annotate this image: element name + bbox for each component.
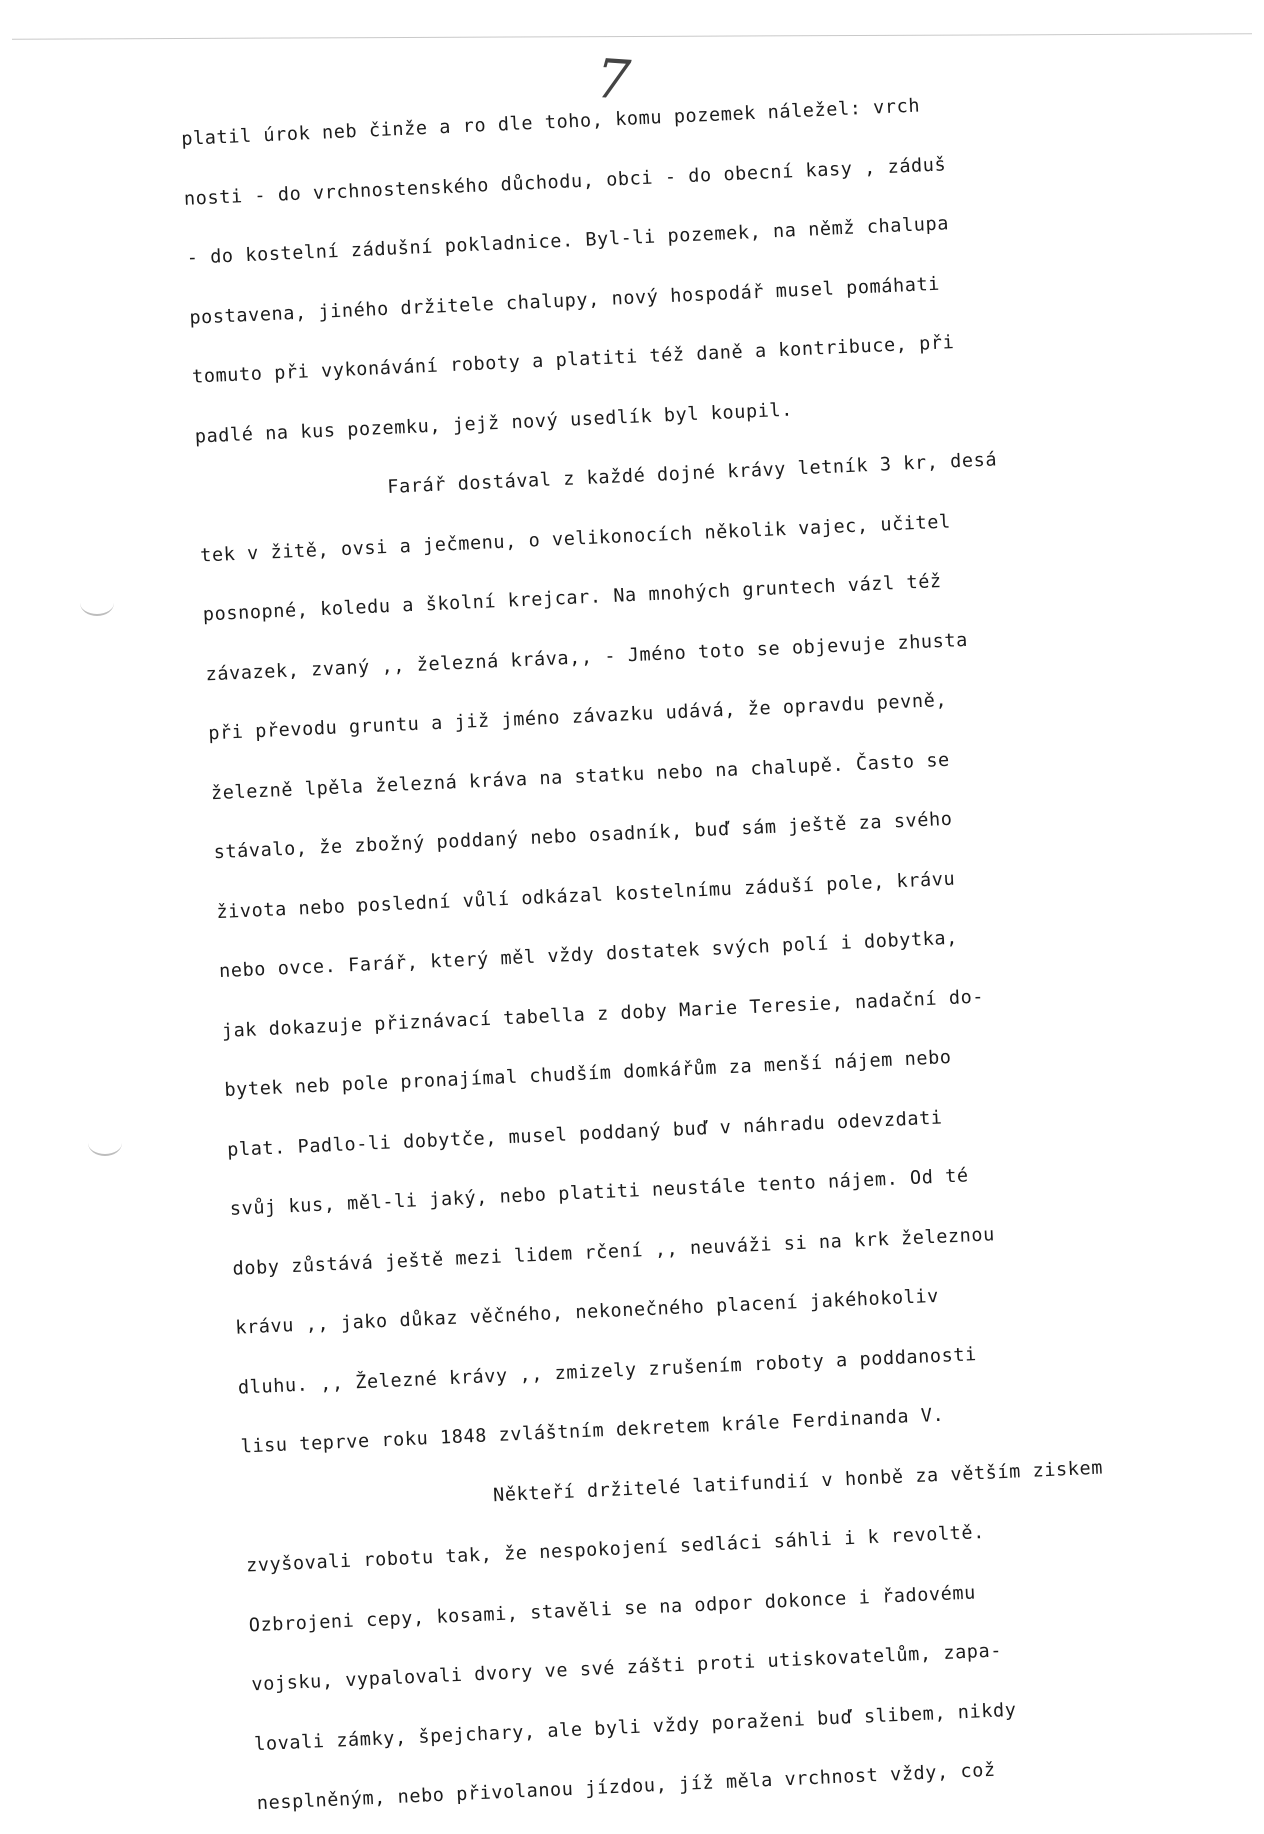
text-line: závazek, zvaný ,, železná kráva,, - Jméno toto se objevuje zhusta xyxy=(205,629,969,685)
text-line: tek v žitě, ovsi a ječmenu, o velikonocích několik vajec, učitel xyxy=(199,510,952,567)
text-line: nebo ovce. Farář, který měl vždy dostatek svých polí i dobytka, xyxy=(218,927,959,983)
text-line: při převodu gruntu a již jméno závazku udává, že opravdu pevně, xyxy=(207,689,948,745)
text-line: nesplněným, nebo přivolanou jízdou, jíž měla vrchnost vždy, což xyxy=(256,1759,997,1815)
text-line: lovali zámky, špejchary, ale byli vždy poraženi buď slibem, nikdy xyxy=(253,1699,1017,1755)
text-line: postavena, jiného držitele chalupy, nový hospodář musel pomáhati xyxy=(188,273,941,329)
text-line: dluhu. ,, Železné krávy ,, zmizely zrušením roboty a poddanosti xyxy=(237,1343,978,1399)
text-line: plаtil úrok neb činže a ro dle toho, komu pozemek náležel: vrch xyxy=(180,95,921,150)
punch-hole-mark xyxy=(80,590,114,616)
text-line: plat. Padlo-li dobytče, musel poddaný buď v náhradu odevzdati xyxy=(226,1106,943,1161)
text-line: - do kostelní zádušní pokladnice. Byl-li pozemek, na němž chalupa xyxy=(186,213,950,269)
text-line: Farář dostával z každé dojné krávy letník 3 kr, desá xyxy=(386,449,998,498)
text-line: posnopné, koledu a školní krejcar. Na mnohých gruntech vázl též xyxy=(202,570,943,626)
text-line: Ozbrojeni cepy, kosami, stavěli se na odpor dokonce i řadovému xyxy=(248,1581,977,1636)
text-line: tomuto při vykonávání roboty a platiti též daně a kontribuce, při xyxy=(191,332,955,388)
text-line: života nebo poslední vůlí odkázal kostelnímu záduší pole, krávu xyxy=(215,868,956,923)
text-line: železně lpěla železná kráva na statku nebo na chalupě. Často se xyxy=(210,749,951,804)
text-line: krávu ,, jako důkaz věčného, nekonečného placení jakéhokoliv xyxy=(234,1285,940,1339)
page-number: 7 xyxy=(593,46,633,113)
text-line: svůj kus, měl-li jaký, nebo platiti neustále tento nájem. Od té xyxy=(229,1165,970,1220)
text-line: bytek neb pole pronajímal chudším domkářům za menší nájem nebo xyxy=(224,1046,953,1101)
text-line: lisu teprve roku 1848 zvláštním dekretem krále Ferdinanda V. xyxy=(240,1404,945,1458)
punch-hole-mark xyxy=(88,1130,122,1156)
text-line: padlé na kus pozemku, jejž nový usedlík byl koupil. xyxy=(194,399,794,448)
text-line: zvyšovali robotu tak, že nespokojení sedláci sáhli i k revoltě. xyxy=(245,1521,986,1577)
text-line: jak dokazuje přiznávací tabella z doby Marie Teresie, nadační do- xyxy=(221,985,985,1042)
text-line: doby zůstává ještě mezi lidem rčení ,, neuváži si na krk železnou xyxy=(232,1223,996,1280)
typewritten-text xyxy=(180,62,1264,1834)
text-line: Někteří držitelé latifundií v honbě za větším ziskem xyxy=(492,1457,1104,1506)
top-rule xyxy=(12,33,1252,39)
text-line: vojsku, vypalovali dvory ve své zášti proti utiskovatelům, zapa- xyxy=(251,1640,1003,1696)
text-line: nosti - do vrchnostenského důchodu, obci - do obecní kasy , záduš xyxy=(183,153,947,210)
text-line: stávalo, že zbožný poddaný nebo osadník, buď sám ještě za svého xyxy=(213,808,953,864)
